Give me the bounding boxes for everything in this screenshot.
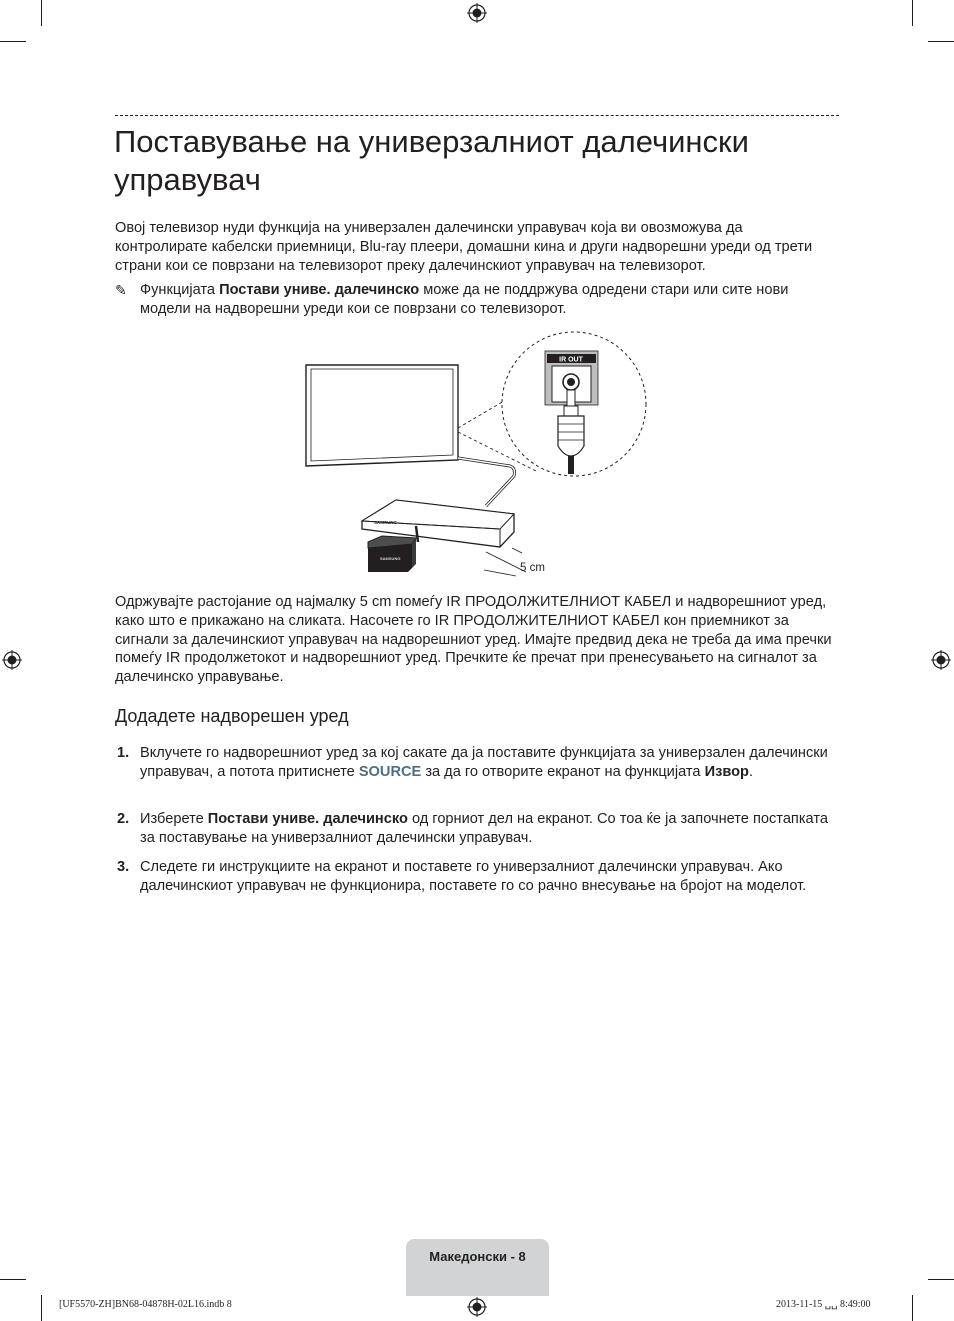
step-text: Изберете Постави униве. далечинско од горниот дел на екранот. Со тоа ќе ја започнете постапката за поставување на универзалниот далечински управувач.	[140, 811, 828, 846]
step-text: Вклучете го надворешниот уред за кој сакате да ја поставите функцијата за универзален далечински управувач, а потота притиснете SOURCE за да го отворите екранот на функцијата Извор.	[140, 745, 828, 780]
step-text: Следете ги инструкциите на екранот и поставете го универзалниот далечински управувач. Ако далечинскиот управувач не функционира, поставете го со рачно внесување на бројот на моделот.	[140, 859, 807, 894]
crop-mark	[928, 41, 954, 42]
source-key-label: SOURCE	[358, 763, 422, 780]
crop-mark	[928, 1279, 954, 1280]
source-menu-term: Извор	[704, 763, 749, 780]
file-slug: [UF5570-ZH]BN68-04878H-02L16.indb 8	[59, 1299, 232, 1310]
header-divider	[115, 115, 839, 116]
crop-mark	[41, 0, 42, 26]
step-number: 2.	[117, 811, 130, 827]
universal-remote-term: Постави униве. далечинско	[207, 811, 408, 827]
registration-mark-icon	[467, 1297, 487, 1317]
tv-illustration	[306, 365, 458, 466]
ir-receiver-illustration	[368, 536, 416, 572]
page-number-tab	[406, 1239, 549, 1296]
distance-paragraph: Одржувајте растојание од најмалку 5 cm помеѓу IR ПРОДОЛЖИТЕЛНИОТ КАБЕЛ и надворешниот уред, како што е прикажано на сликата. Насочете го IR ПРОДОЛЖИТЕЛНИОТ КАБЕЛ кон приемникот за сигнали за далечинскиот управувач на надворешниот уред. Имајте предвид дека не треба да има пречки помеѓу IR продолжетокот и надворешниот уред. Пречките ќе пречат при пренесувањето на сигналот за далечинско управување.	[115, 594, 832, 686]
device-brand-label: SAMSUNG	[374, 520, 398, 525]
note-text: Функцијата Постави униве. далечинско може да не поддржува одредени стари или сите нови модели на надворешни уреди кои се поврзани со телевизорот.	[140, 282, 789, 317]
print-timestamp: 2013-11-15 ␣␣ 8:49:00	[776, 1299, 871, 1310]
distance-label: 5 cm	[520, 562, 545, 574]
registration-mark-icon	[467, 3, 487, 23]
page-number-label: Македонски - 8	[429, 1249, 526, 1264]
page-title: Поставување на универзалниот далечински управувач	[114, 124, 749, 197]
registration-mark-icon	[2, 650, 22, 670]
receiver-brand-label: SAMSUNG	[380, 556, 401, 561]
crop-mark	[912, 1295, 913, 1321]
ir-out-label: IR OUT	[559, 356, 583, 364]
intro-paragraph: Овој телевизор нуди функција на универзален далечински управувач која ви овозможува да контролирате кабелски приемници, Blu-ray плеери, домашни кина и други надворешни уреди од трети страни кои се поврзани на телевизорот преку далечинскиот управувач на телевизорот.	[115, 220, 813, 274]
crop-mark	[0, 41, 26, 42]
step-number: 3.	[117, 859, 130, 875]
registration-mark-icon	[931, 650, 951, 670]
section-heading: Додадете надворешен уред	[115, 706, 349, 726]
step-number: 1.	[117, 745, 130, 761]
ir-extender-diagram	[290, 328, 660, 588]
crop-mark	[41, 1295, 42, 1321]
note-bold-term: Постави униве. далечинско	[219, 282, 420, 298]
pencil-icon: ✎	[115, 282, 127, 298]
crop-mark	[0, 1279, 26, 1280]
crop-mark	[912, 0, 913, 26]
